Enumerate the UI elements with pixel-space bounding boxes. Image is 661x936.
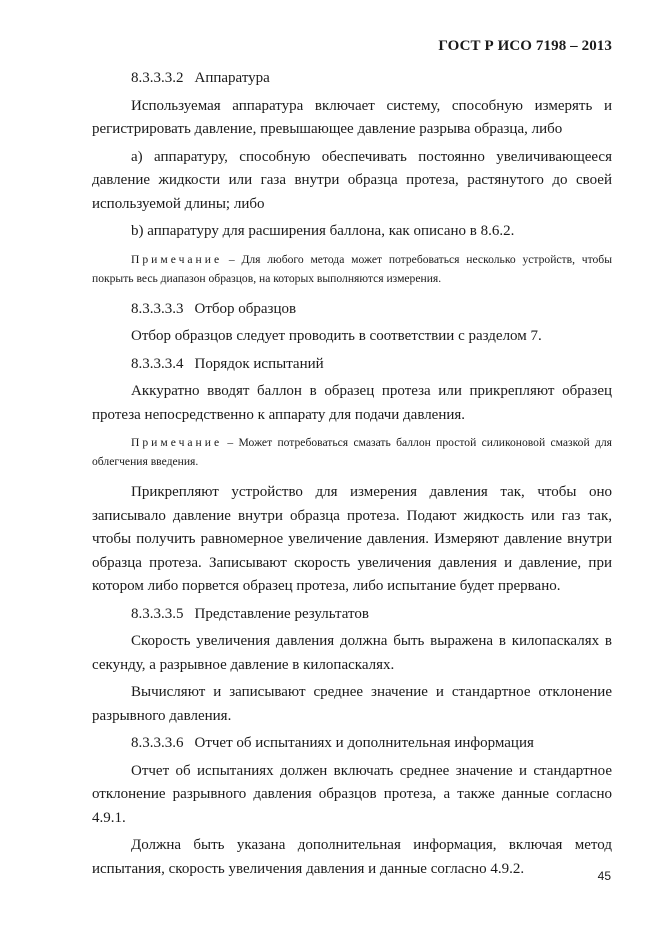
section-heading-8-3-3-3-2 <box>92 67 612 91</box>
note-text: – Для любого метода может потребоваться несколько устройств, чтобы покрыть весь диапазон образцов, на которых выполняются измерения. <box>92 252 612 285</box>
paragraph: Должна быть указана дополнительная информация, включая метод испытания, скорость увеличения давления и данные согласно 4.9.2. <box>92 837 612 877</box>
section-number: 8.3.3.3.2 <box>131 70 184 86</box>
page-number: 45 <box>597 869 611 883</box>
paragraph: Скорость увеличения давления должна быть выражена в килопаскалях в секунду, а разрывное давление в килопаскалях. <box>92 633 612 673</box>
document-body <box>92 67 612 885</box>
paragraph: Аккуратно вводят баллон в образец протеза или прикрепляют образец протеза непосредственно к аппарату для подачи давления. <box>92 383 612 423</box>
section-heading-8-3-3-3-4 <box>92 353 612 377</box>
paragraph: Вычисляют и записывают среднее значение и стандартное отклонение разрывного давления. <box>92 684 612 724</box>
section-number: 8.3.3.3.4 <box>131 355 184 372</box>
note <box>92 433 612 471</box>
section-number: 8.3.3.3.6 <box>131 735 184 751</box>
note-lead: Примечание <box>131 436 223 449</box>
paragraph: Прикрепляют устройство для измерения давления так, чтобы оно записывало давление внутри образца протеза. Подают жидкость или газ так, чтобы получить равномерное увеличение давления. Измеряют давление внутри образца протеза. Записывают скорость увеличения давления и давление, при котором либо порвется образец протеза, либо испытание будет прервано. <box>92 484 612 594</box>
note-text: – Может потребоваться смазать баллон простой силиконовой смазкой для облегчения введения. <box>92 436 612 468</box>
section-title: Отбор образцов <box>194 300 297 317</box>
section-title: Аппаратура <box>194 70 270 86</box>
note <box>92 250 612 288</box>
note-lead: Примечание <box>131 252 223 266</box>
section-heading-8-3-3-3-3 <box>92 298 612 322</box>
document-header: ГОСТ Р ИСО 7198 – 2013 <box>438 38 612 54</box>
section-title: Отчет об испытаниях и дополнительная информация <box>194 735 534 751</box>
paragraph: Отбор образцов следует проводить в соответствии с разделом 7. <box>131 328 542 344</box>
list-item-a: a) аппаратуру, способную обеспечивать постоянно увеличивающееся давление жидкости или газа внутри образца протеза, растянутого до своей используемой длины; либо <box>92 148 612 212</box>
paragraph: Отчет об испытаниях должен включать среднее значение и стандартное отклонение разрывного давления образцов протеза, а также данные согласно 4.9.1. <box>92 762 612 826</box>
paragraph: Используемая аппаратура включает систему, способную измерять и регистрировать давление, превышающее давление разрыва образца, либо <box>92 97 612 137</box>
list-item-b: b) аппаратуру для расширения баллона, как описано в 8.6.2. <box>131 223 515 239</box>
section-title: Порядок испытаний <box>194 355 324 372</box>
section-heading-8-3-3-3-6 <box>92 732 612 756</box>
section-number: 8.3.3.3.5 <box>131 605 184 622</box>
section-heading-8-3-3-3-5 <box>92 603 612 627</box>
section-title: Представление результатов <box>194 605 369 622</box>
section-number: 8.3.3.3.3 <box>131 300 184 317</box>
